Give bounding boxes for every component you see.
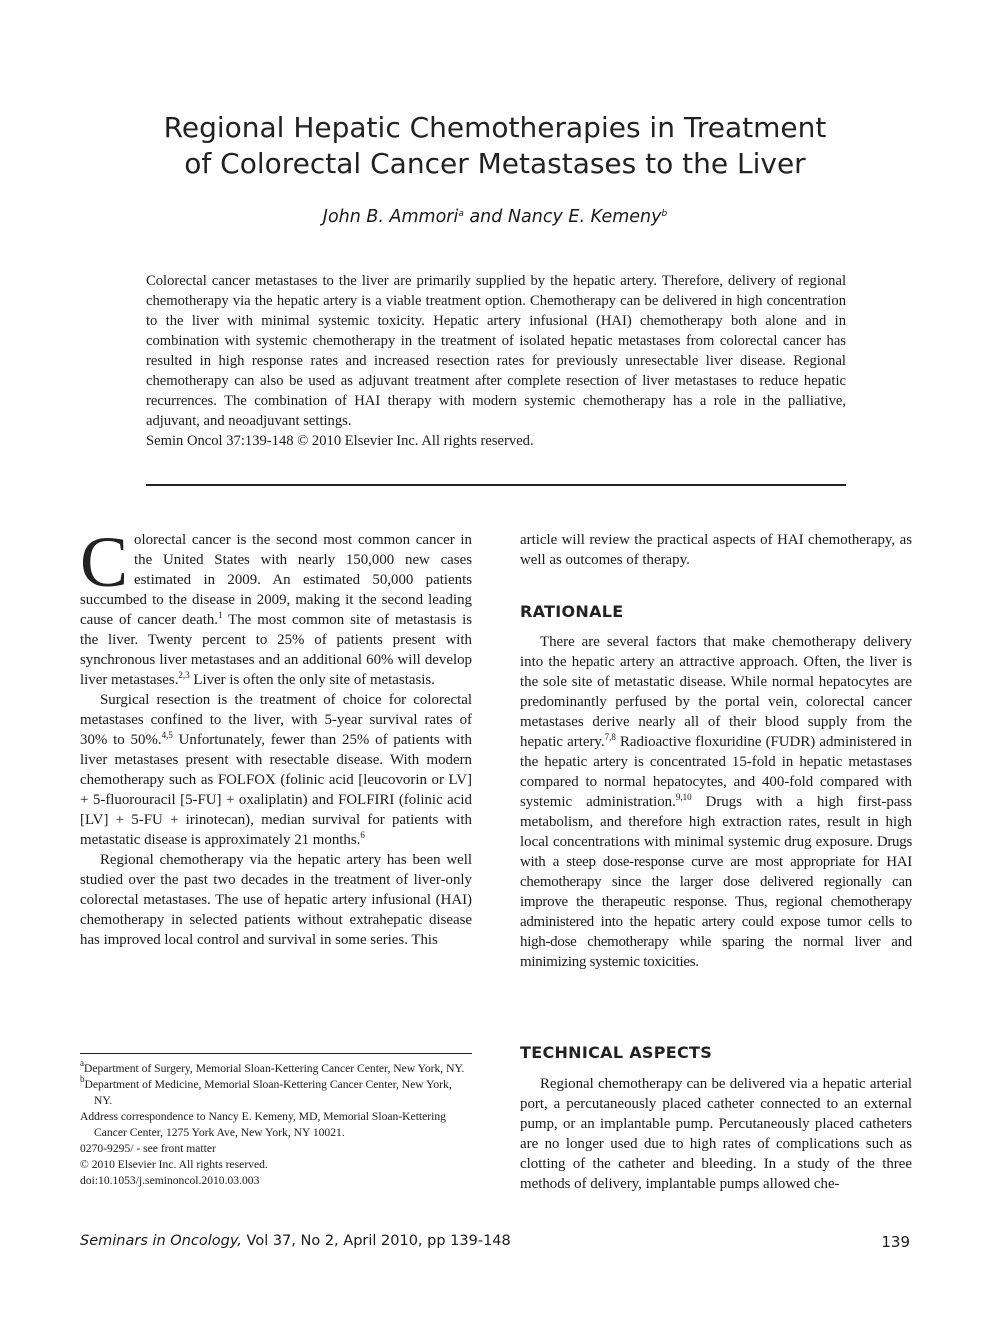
footnote-doi[interactable]: doi:10.1053/j.seminoncol.2010.03.003	[80, 1174, 260, 1187]
footnotes	[80, 1058, 472, 1189]
title-line-2: of Colorectal Cancer Metastases to the Liver	[184, 147, 806, 180]
author-line	[80, 207, 910, 227]
abstract-divider	[146, 484, 846, 486]
section-heading-technical-aspects: TECHNICAL ASPECTS	[520, 1043, 713, 1062]
rationale-paragraph	[520, 632, 912, 972]
footnote-issn: 0270-9295/ - see front matter	[80, 1142, 216, 1155]
rationale-section	[520, 632, 912, 972]
left-column	[80, 522, 472, 950]
technical-paragraph: Regional chemotherapy can be delivered via a hepatic arterial port, a percutaneously placed catheter connected to an external pump, or an implantable pump. Percutaneously placed catheters are no longer used due to high rates of complications such as clotting of the catheter and bleeding. In a study of the three methods of delivery, implantable pumps allowed che-	[520, 1076, 912, 1192]
footnote-text: Department of Surgery, Memorial Sloan-Kettering Cancer Center, New York, NY.	[84, 1062, 465, 1075]
page-number: 139	[881, 1233, 910, 1251]
footnote-divider	[80, 1053, 472, 1054]
footnote-mark: a	[80, 1058, 84, 1068]
author-1: John B. Ammori	[322, 207, 459, 227]
right-column-continuation	[520, 530, 912, 570]
ref-marker[interactable]: 9,10	[675, 792, 692, 802]
journal-name: Seminars in Oncology,	[80, 1233, 242, 1249]
abstract	[146, 271, 846, 451]
rationale-text-b: Radioactive floxuridine (FUDR) administered in the hepatic artery is concentrated 15-fold in hepatic metastases compared to normal hepatocytes, and 400-fold compared with systemic administration.	[520, 734, 912, 810]
footnote-affiliation-b	[80, 1074, 472, 1109]
author-2: Nancy E. Kemeny	[507, 207, 662, 227]
rationale-text-c: Drugs with a high first-pass metabolism, and therefore high extraction rates, result in high local concentrations with minimal systemic drug exposure.	[520, 794, 913, 850]
abstract-citation: Semin Oncol 37:139-148 © 2010 Elsevier Inc. All rights reserved.	[146, 433, 534, 449]
author-2-affiliation-mark: b	[661, 209, 668, 219]
resection-text-b: Unfortunately, fewer than 25% of patients with liver metastases present with resectable disease. With modern chemotherapy such as FOLFOX (folinic acid [leucovorin or LV] + 5-fluorouracil [5-FU] + oxaliplatin) and FOLFIRI (folinic acid [LV] + 5-FU + irinotecan), median survival for patients with metastatic disease is approximately 21 months.	[80, 732, 472, 848]
footnote-correspondence: Address correspondence to Nancy E. Kemeny, MD, Memorial Sloan-Kettering Cancer Center, 1275 York Ave, New York, NY 10021.	[80, 1110, 446, 1139]
rationale-text-a: There are several factors that make chemotherapy delivery into the hepatic artery an attractive approach. Often, the liver is the sole site of metastatic disease. While normal hepatocytes are predominantly perfused by the portal vein, colorectal cancer metastases derive nearly all of their blood supply from the hepatic artery.	[520, 634, 912, 750]
article-title	[80, 110, 910, 182]
journal-details: Vol 37, No 2, April 2010, pp 139-148	[241, 1233, 511, 1249]
footnote-text: Department of Medicine, Memorial Sloan-Kettering Cancer Center, New York, NY.	[84, 1078, 452, 1107]
intro-text-b: The most common site of metastasis is the liver. Twenty percent to 25% of patients present with synchronous liver metastases and an additional 60% will develop liver metastases.	[80, 612, 472, 688]
intro-paragraph	[80, 522, 472, 690]
intro-text-c: Liver is often the only site of metastasis.	[189, 672, 435, 688]
intro-text-a: olorectal cancer is the second most common cancer in the United States with nearly 150,000 new cases estimated in 2009. An estimated 50,000 patients succumbed to the disease in 2009, making it the second leading cause of cancer death.	[80, 532, 472, 628]
title-line-1: Regional Hepatic Chemotherapies in Treatment	[163, 111, 827, 144]
footnote-mark: b	[80, 1074, 85, 1084]
ref-marker[interactable]: 6	[360, 830, 365, 840]
ref-marker[interactable]: 7,8	[604, 732, 616, 742]
journal-footer	[80, 1233, 511, 1249]
technical-section	[520, 1074, 912, 1194]
ref-marker[interactable]: 1	[218, 610, 223, 620]
resection-paragraph	[80, 690, 472, 850]
section-heading-rationale: RATIONALE	[520, 602, 624, 621]
rationale-text-d: Drugs with a steep dose-response curve are most appropriate for HAI chemotherapy since the larger dose delivered regionally can improve the therapeutic response. Thus, regional chemotherapy administered into the hepatic artery could expose tumor cells to high-dose chemotherapy while sparing the normal liver and minimizing systemic toxicities.	[520, 834, 912, 970]
author-1-affiliation-mark: a	[458, 209, 464, 219]
continuation-text: article will review the practical aspects of HAI chemotherapy, as well as outcomes of therapy.	[520, 532, 912, 568]
footnote-affiliation-a	[80, 1058, 472, 1077]
resection-text-a: Surgical resection is the treatment of choice for colorectal metastases confined to the liver, with 5-year survival rates of 30% to 50%.	[80, 692, 472, 748]
drop-cap: C	[80, 522, 129, 602]
regional-paragraph: Regional chemotherapy via the hepatic artery has been well studied over the past two decades in the treatment of liver-only colorectal metastases. The use of hepatic artery infusional (HAI) chemotherapy in selected patients without extrahepatic disease has improved local control and survival in some series. This	[80, 852, 472, 948]
ref-marker[interactable]: 4,5	[161, 730, 173, 740]
footnote-copyright: © 2010 Elsevier Inc. All rights reserved.	[80, 1158, 268, 1171]
abstract-text: Colorectal cancer metastases to the liver are primarily supplied by the hepatic artery. Therefore, delivery of regional chemotherapy via the hepatic artery is a viable treatment option. Chemotherapy can be delivered in high concentration to the liver with minimal systemic toxicity. Hepatic artery infusional (HAI) chemotherapy both alone and in combination with systemic chemotherapy in the treatment of isolated hepatic metastases from colorectal cancer has resulted in high response rates and increased resection rates for previously unresectable liver disease. Regional chemotherapy can also be used as adjuvant treatment after complete resection of liver metastases to reduce hepatic recurrences. The combination of HAI therapy with modern systemic chemotherapy has a role in the palliative, adjuvant, and neoadjuvant settings.	[146, 273, 846, 429]
ref-marker[interactable]: 2,3	[178, 670, 190, 680]
author-conjunction: and	[469, 207, 503, 227]
